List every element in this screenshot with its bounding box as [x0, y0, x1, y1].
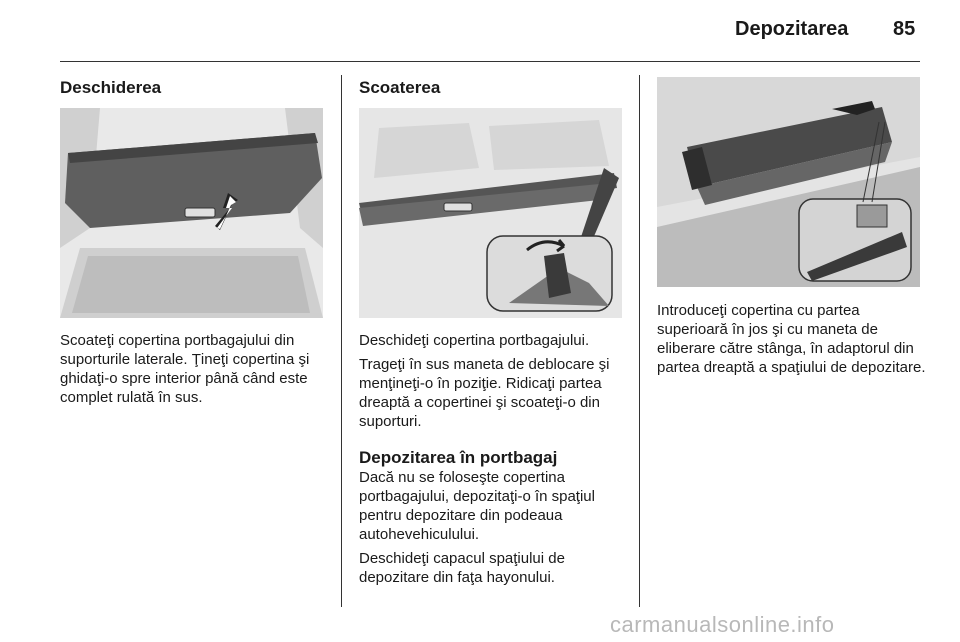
paragraph-opening: Scoateţi copertina portbagajului din suporturile laterale. Ţineţi copertina şi ghidaţi-o spre interior până când este complet rulată în sus. — [60, 332, 310, 406]
page-number: 85 — [893, 18, 916, 40]
section-heading-removal: Scoaterea — [359, 78, 441, 97]
paragraph-storage-1: Dacă nu se foloseşte copertina portbagajului, depozitaţi-o în spaţiul pentru depozitare din podeaua autohevehiculului. — [359, 469, 595, 543]
figure-cargo-cover-opening — [60, 108, 323, 318]
page-header-title: Depozitarea — [735, 18, 849, 40]
section-heading-opening: Deschiderea — [60, 78, 162, 97]
column-divider-2 — [639, 75, 640, 607]
subheading-storage-in-trunk: Depozitarea în portbagaj — [359, 448, 558, 467]
figure-cargo-cover-removal — [359, 108, 622, 318]
paragraph-removal-1: Deschideţi copertina portbagajului. — [359, 332, 590, 349]
watermark: carmanualsonline.info — [610, 612, 835, 637]
column-divider-1 — [341, 75, 342, 607]
figure-cargo-cover-storage — [657, 77, 920, 287]
paragraph-removal-2: Trageţi în sus maneta de deblocare şi menţineţi-o în poziţie. Ridicaţi partea dreaptă a copertinei şi scoateţi-o din suporturi. — [359, 356, 610, 430]
paragraph-storage-insert: Introduceţi copertina cu partea superioară în jos şi cu maneta de eliberare către stânga, în adaptorul din partea dreaptă a spaţiului de depozitare. — [657, 302, 926, 376]
header-rule — [60, 61, 920, 62]
paragraph-storage-2: Deschideţi capacul spaţiului de depozitare din faţa hayonului. — [359, 550, 565, 586]
